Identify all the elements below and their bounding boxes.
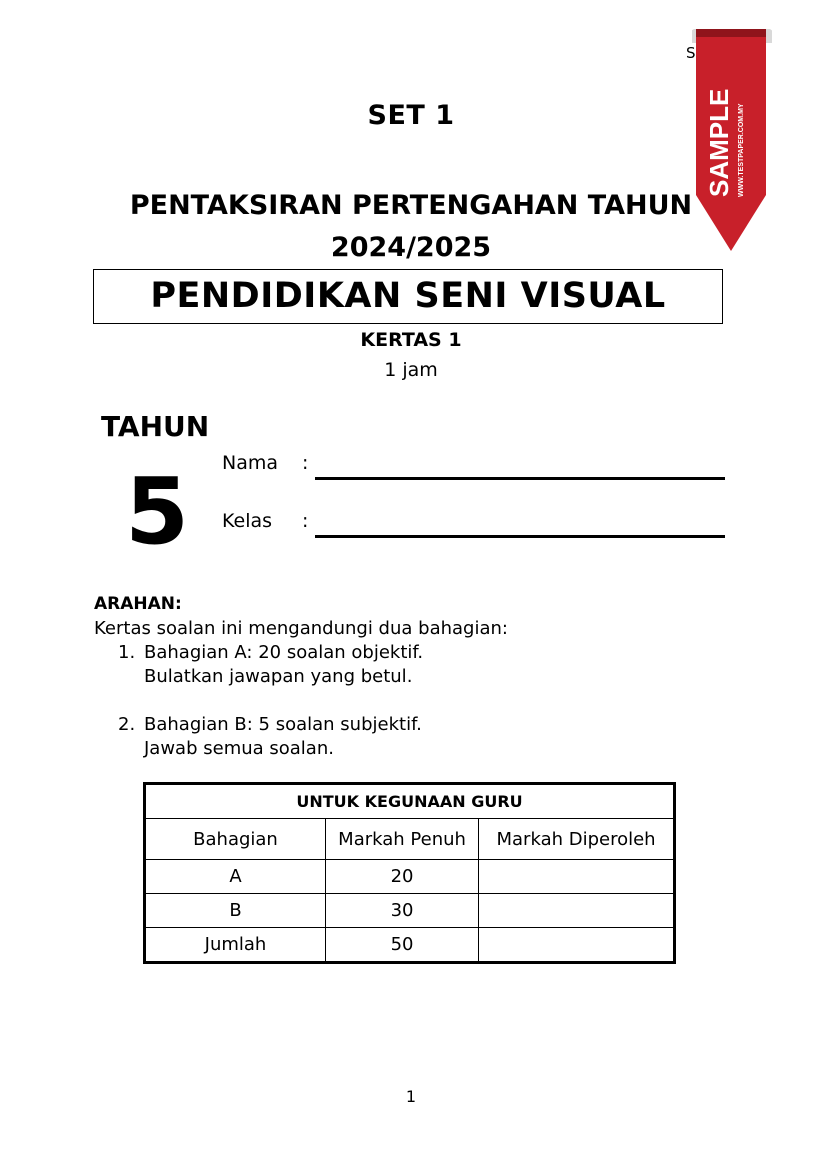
table-cell[interactable] [479,860,675,894]
table-cell: 30 [326,894,479,928]
instruction-line: Jawab semua soalan. [144,738,334,759]
table-title: UNTUK KEGUNAAN GURU [145,784,675,819]
instruction-item [118,713,422,761]
instruction-line: Bahagian B: 5 soalan subjektif. [144,714,422,735]
assessment-title [0,185,822,269]
table-cell: 20 [326,860,479,894]
table-header-row [145,819,675,860]
ribbon-site: WWW.TESTPAPER.COM.MY [738,103,745,197]
name-label: Nama [222,452,279,474]
table-cell[interactable] [479,894,675,928]
column-header: Markah Diperoleh [479,819,675,860]
table-cell: A [145,860,326,894]
table-row [145,928,675,963]
paper-label: KERTAS 1 [360,329,462,351]
assessment-line-2: 2024/2025 [330,232,492,263]
ribbon-partial-text: S [686,44,696,62]
instructions-intro: Kertas soalan ini mengandungi dua bahagian: [94,618,508,639]
class-colon: : [302,510,309,532]
column-header: Markah Penuh [326,819,479,860]
table-cell[interactable] [479,928,675,963]
instruction-number: 2. [118,714,136,735]
table-row [145,860,675,894]
teacher-use-table [143,782,676,964]
table-cell: 50 [326,928,479,963]
class-label: Kelas [222,510,273,532]
year-number: 5 [125,458,190,565]
name-field-line[interactable] [315,477,725,480]
instruction-line: Bulatkan jawapan yang betul. [144,666,413,687]
name-colon: : [302,452,309,474]
column-header: Bahagian [145,819,326,860]
page-number: 1 [405,1087,417,1106]
instruction-line: Bahagian A: 20 soalan objektif. [144,642,424,663]
assessment-line-1: PENTAKSIRAN PERTENGAHAN TAHUN [129,190,693,221]
subject-title: PENDIDIKAN SENI VISUAL [93,269,723,324]
year-label: TAHUN [101,410,210,443]
table-row [145,894,675,928]
class-field-line[interactable] [315,535,725,538]
instruction-number: 1. [118,642,136,663]
duration-label: 1 jam [384,359,438,381]
instruction-item [118,641,423,689]
instructions-heading: ARAHAN: [94,594,182,614]
table-cell: B [145,894,326,928]
table-cell: Jumlah [145,928,326,963]
set-title: SET 1 [367,100,455,131]
ribbon-label: SAMPLE [704,88,734,197]
